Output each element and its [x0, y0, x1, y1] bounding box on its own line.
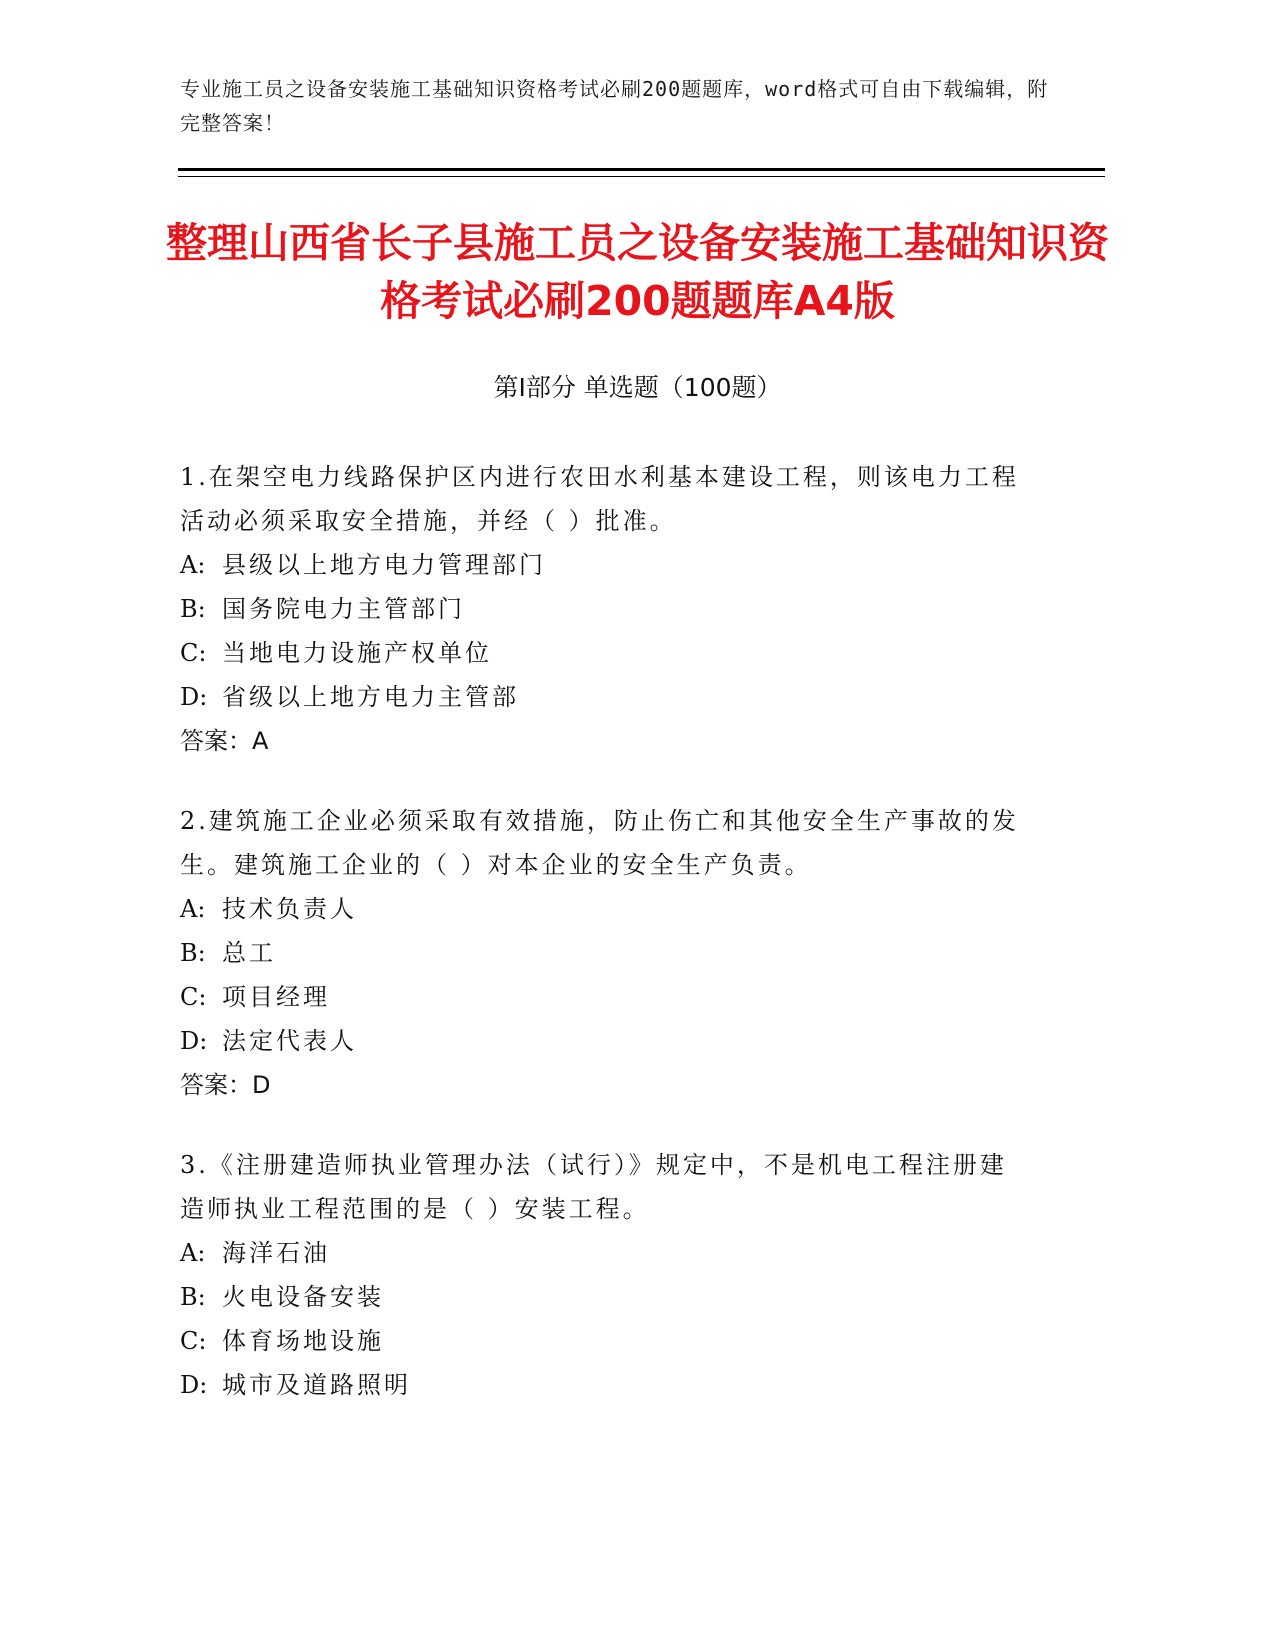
option-b: [180, 587, 1020, 631]
option-letter: C:: [180, 1327, 207, 1355]
option-letter: B:: [180, 939, 206, 967]
option-c: [180, 1319, 1020, 1363]
option-letter: D:: [180, 1371, 208, 1399]
question-stem: 2.建筑施工企业必须采取有效措施，防止伤亡和其他安全生产事故的发生。建筑施工企业的（ ）对本企业的安全生产负责。: [180, 807, 1019, 879]
option-c: [180, 631, 1020, 675]
option-letter: A:: [180, 895, 206, 923]
option-text: 当地电力设施产权单位: [222, 639, 492, 667]
question-1: [180, 455, 1020, 763]
option-a: [180, 1231, 1020, 1275]
option-a: [180, 887, 1020, 931]
option-text: 法定代表人: [222, 1027, 357, 1055]
option-a: [180, 543, 1020, 587]
option-letter: D:: [180, 1027, 208, 1055]
option-b: [180, 1275, 1020, 1319]
question-list: [180, 455, 1020, 1443]
option-text: 火电设备安装: [222, 1283, 384, 1311]
option-letter: C:: [180, 639, 207, 667]
header-note: 专业施工员之设备安装施工基础知识资格考试必刷200题题库，word格式可自由下载编辑，附完整答案！: [180, 77, 1049, 135]
question-stem: 3.《注册建造师执业管理办法（试行）》规定中，不是机电工程注册建造师执业工程范围的是（ ）安装工程。: [180, 1151, 1007, 1223]
option-text: 海洋石油: [222, 1239, 330, 1267]
option-text: 体育场地设施: [222, 1327, 384, 1355]
option-c: [180, 975, 1020, 1019]
document-title: 整理山西省长子县施工员之设备安装施工基础知识资格考试必刷200题题库A4版: [166, 219, 1109, 325]
option-text: 总工: [222, 939, 276, 967]
option-letter: B:: [180, 595, 206, 623]
option-text: 项目经理: [222, 983, 330, 1011]
option-text: 国务院电力主管部门: [222, 595, 465, 623]
option-b: [180, 931, 1020, 975]
question-stem: 1.在架空电力线路保护区内进行农田水利基本建设工程，则该电力工程活动必须采取安全措施，并经（ ）批准。: [180, 463, 1019, 535]
option-d: [180, 675, 1020, 719]
section-title: 第Ⅰ部分 单选题（100题）: [493, 373, 782, 402]
option-letter: A:: [180, 551, 206, 579]
question-3: [180, 1143, 1020, 1407]
option-letter: C:: [180, 983, 207, 1011]
option-letter: D:: [180, 683, 208, 711]
answer: 答案：D: [180, 1071, 271, 1099]
header-divider-thin: [178, 176, 1105, 177]
option-text: 县级以上地方电力管理部门: [222, 551, 546, 579]
option-text: 技术负责人: [222, 895, 357, 923]
header-divider-thick: [178, 168, 1105, 171]
option-d: [180, 1019, 1020, 1063]
option-text: 城市及道路照明: [222, 1371, 411, 1399]
option-text: 省级以上地方电力主管部: [222, 683, 519, 711]
answer: 答案：A: [180, 727, 269, 755]
option-letter: A:: [180, 1239, 206, 1267]
option-d: [180, 1363, 1020, 1407]
option-letter: B:: [180, 1283, 206, 1311]
question-2: [180, 799, 1020, 1107]
